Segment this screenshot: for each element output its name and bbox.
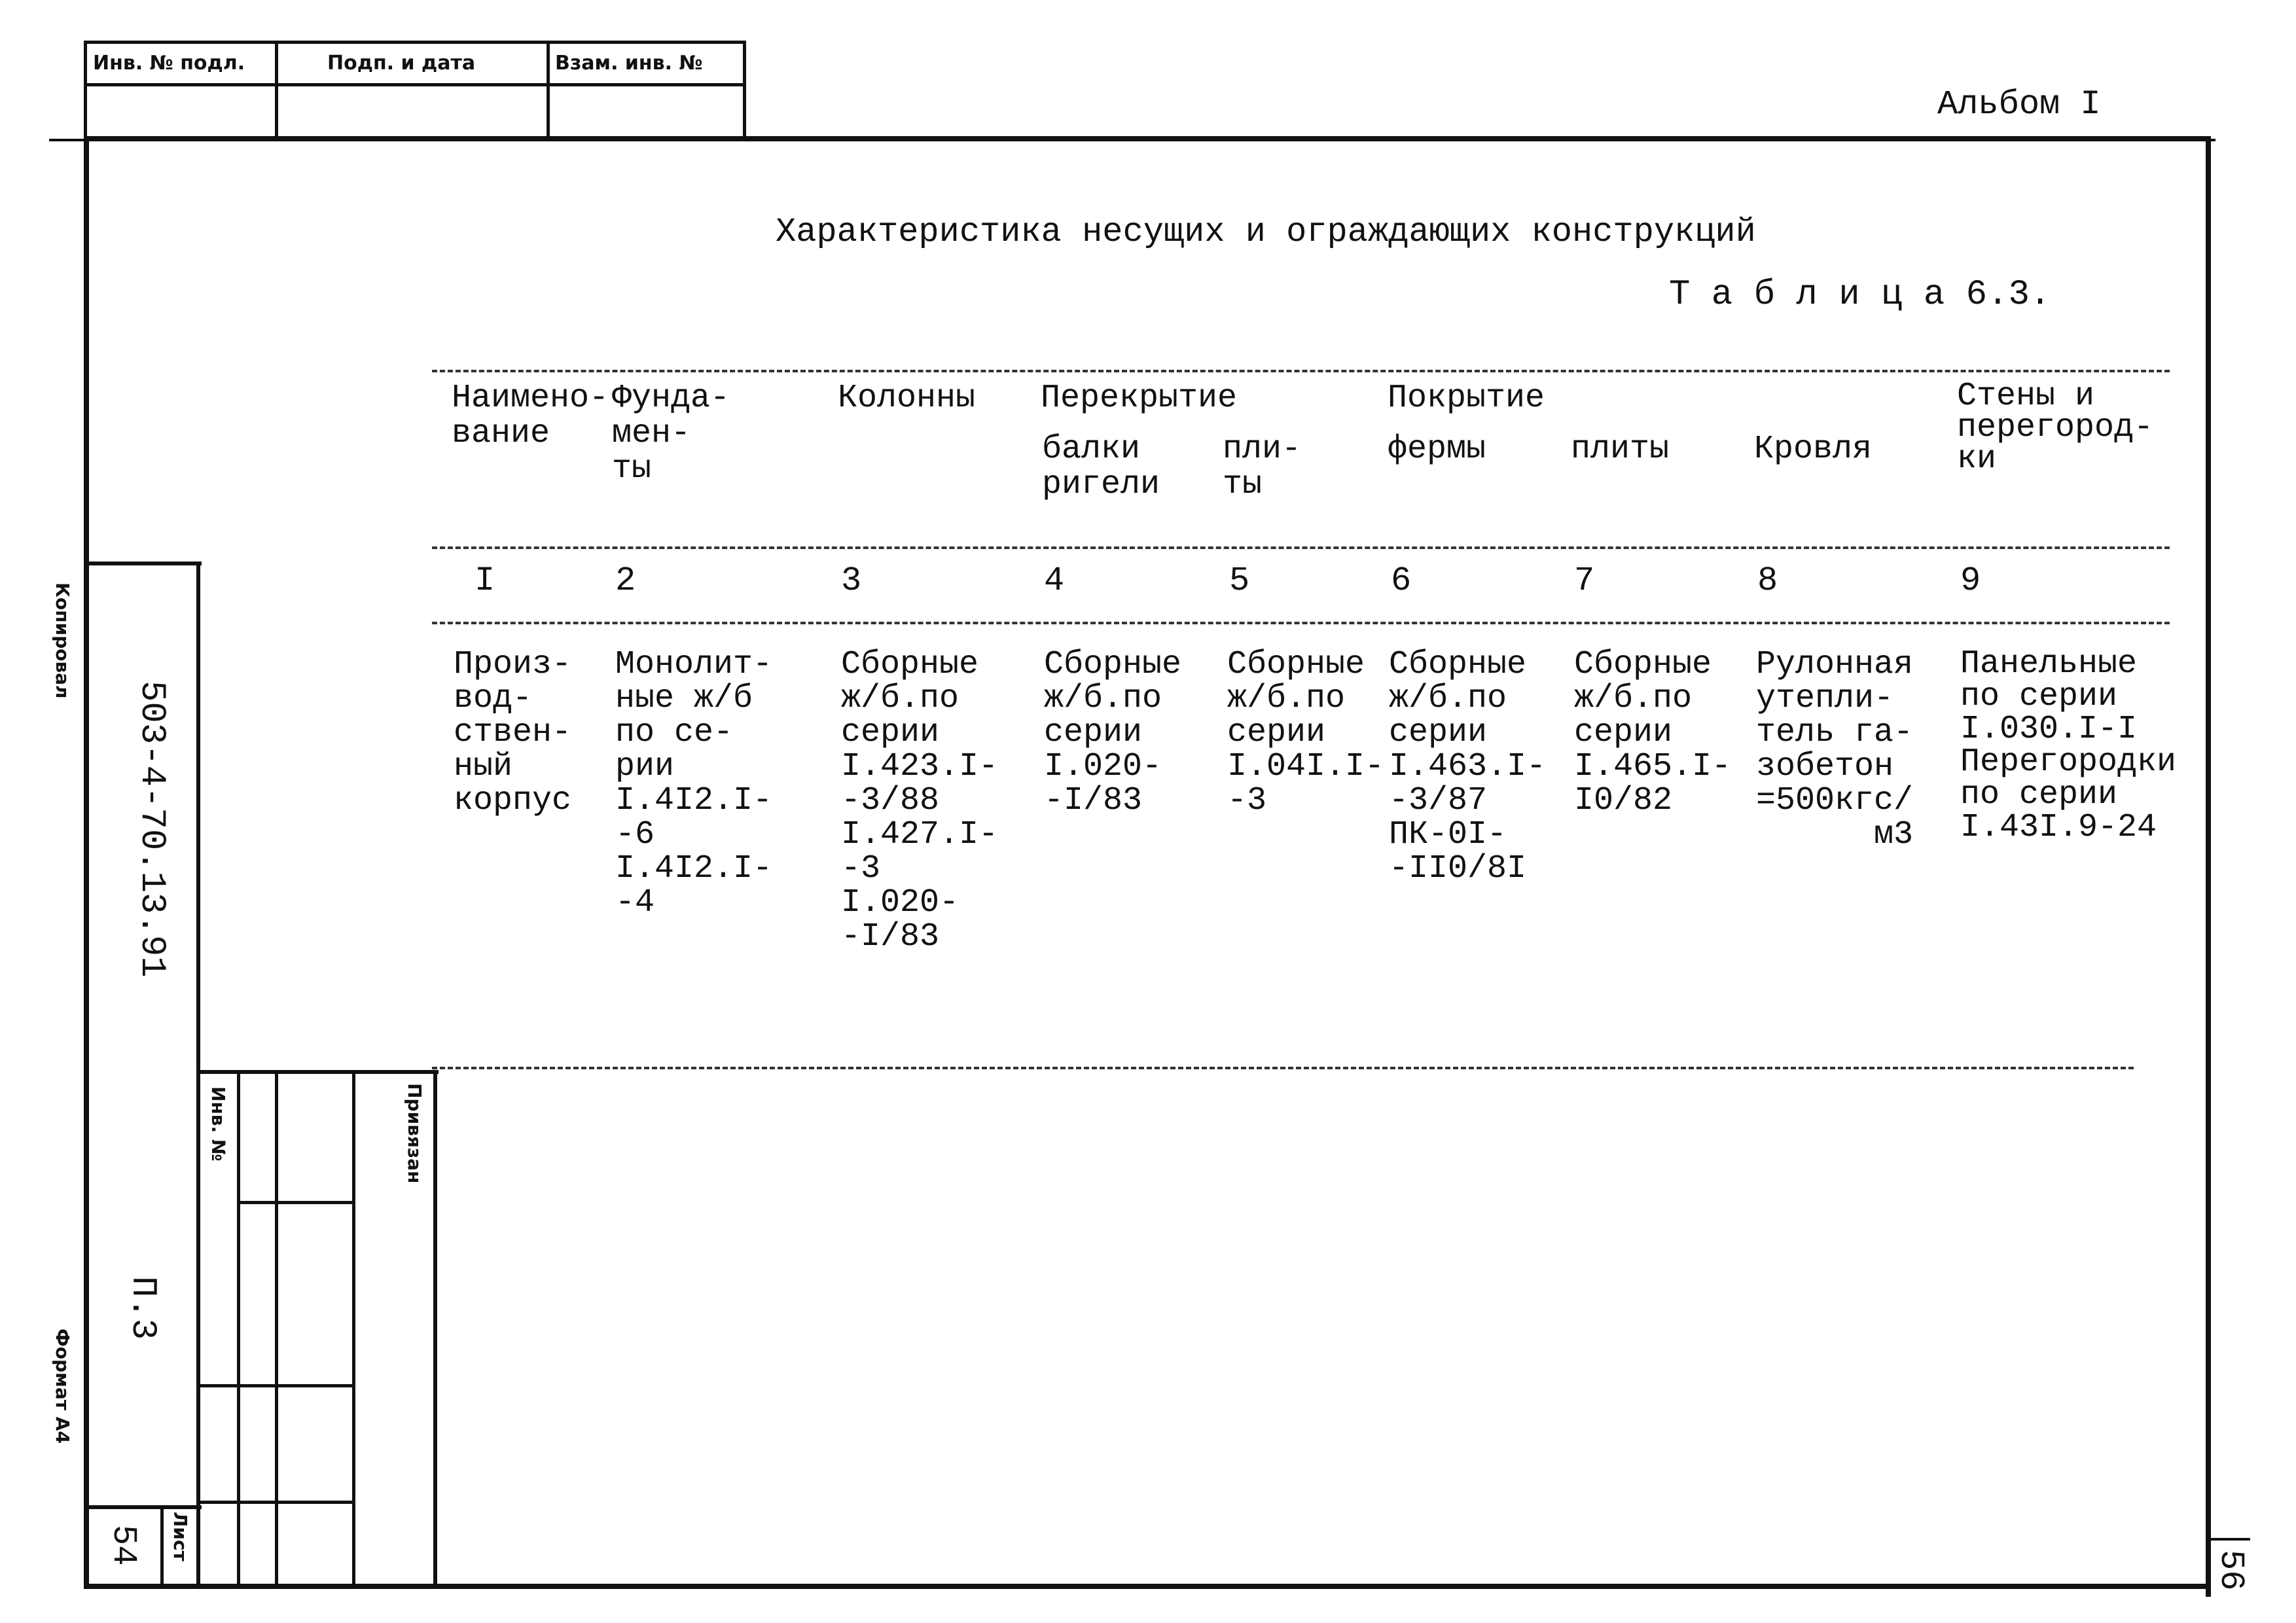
sheet-number: 54 (104, 1525, 143, 1566)
cell-name: Произ- вод- ствен- ный корпус (454, 646, 572, 819)
privyazan-row2 (196, 1384, 355, 1387)
doc-code: 503-4-70.13.91 (132, 681, 171, 978)
table-rule-bottom (432, 1067, 2134, 1072)
column-number: 6 (1391, 562, 1412, 600)
kopiroval-label: Копировал (52, 582, 73, 699)
header-walls: Стены и перегород- ки (1957, 378, 2154, 478)
sheet-label: Лист (170, 1512, 191, 1561)
privyazan-label: Привязан (404, 1083, 425, 1184)
stamp-sign-label: Подп. и дата (327, 52, 476, 75)
privyazan-col1 (237, 1070, 240, 1589)
header-slabs: пли- ты (1223, 431, 1302, 503)
stamp-sign-value (275, 83, 550, 139)
stamp-vzam-label: Взам. инв. № (555, 52, 703, 75)
privyazan-top (196, 1070, 439, 1074)
album-label: Альбом I (1937, 85, 2101, 124)
column-number: 8 (1757, 562, 1778, 600)
header-trusses: фермы (1388, 431, 1486, 468)
page-number: 56 (2212, 1550, 2250, 1591)
cell-roof: Рулонная утепли- тель га- зобетон =500кгс/ м3 (1756, 646, 1914, 853)
side-stamp-sheet-line (84, 1505, 202, 1509)
side-stamp-top (84, 562, 202, 565)
cell-walls: Панельные по серии I.030.I-I Перегородки по серии I.43I.9-24 (1960, 645, 2177, 846)
part-label: П.3 (122, 1276, 162, 1340)
privyazan-col2 (275, 1070, 278, 1589)
frame-bottom (84, 1584, 2211, 1589)
page-number-box-top (2206, 1538, 2250, 1541)
header-beams: балки ригели (1042, 431, 1160, 503)
frame-right (2206, 136, 2211, 1597)
cell-foundations: Монолит- ные ж/б по се- рии I.4I2.I- -6 I.4I2.I- -4 (615, 646, 773, 921)
side-stamp-sheet-divider (160, 1505, 164, 1589)
column-number: 5 (1229, 562, 1250, 600)
side-stamp-divider (196, 562, 200, 1589)
stamp-inv-label: Инв. № подл. (93, 52, 245, 75)
privyazan-col4 (433, 1070, 437, 1589)
table-rule-top (432, 370, 2170, 375)
header-cover-group: Покрытие (1388, 380, 1545, 417)
privyazan-row3 (196, 1501, 355, 1504)
column-number: 3 (841, 562, 862, 600)
frame-left (84, 136, 89, 1589)
frame-top (84, 136, 2211, 141)
header-roof: Кровля (1754, 431, 1873, 468)
format-label: Формат А4 (52, 1329, 73, 1444)
column-number: 4 (1044, 562, 1065, 600)
header-columns: Колонны (838, 380, 976, 417)
header-cover-slabs: плиты (1571, 431, 1670, 468)
inv-no-label: Инв. № (207, 1086, 229, 1162)
stamp-vzam-value (547, 83, 746, 139)
column-number: I (475, 562, 495, 600)
column-number: 9 (1960, 562, 1981, 600)
stamp-inv-value (84, 83, 278, 139)
column-number: 7 (1574, 562, 1595, 600)
header-name: Наимено- вание (452, 380, 609, 452)
cell-trusses: Сборные ж/б.по серии I.463.I- -3/87 ПК-0I- -II0/8I (1389, 646, 1547, 887)
header-foundations: Фунда- мен- ты (612, 380, 730, 488)
column-number: 2 (615, 562, 636, 600)
privyazan-col3 (352, 1070, 355, 1589)
cell-slabs: Сборные ж/б.по серии I.04I.I- -3 (1227, 646, 1385, 819)
table-rule-header (432, 546, 2170, 552)
table-rule-numbers (432, 622, 2170, 627)
privyazan-row1 (237, 1201, 355, 1204)
cell-columns: Сборные ж/б.по серии I.423.I- -3/88 I.427.I- -3 I.020- -I/83 (841, 646, 999, 955)
cell-cover-slabs: Сборные ж/б.по серии I.465.I- I0/82 (1574, 646, 1732, 819)
page-title: Характеристика несущих и ограждающих конструкций (776, 213, 1756, 251)
table-caption: Т а б л и ц а 6.3. (1669, 275, 2051, 315)
cell-beams: Сборные ж/б.по серии I.020- -I/83 (1044, 646, 1182, 819)
header-overlap-group: Перекрытие (1041, 380, 1238, 417)
